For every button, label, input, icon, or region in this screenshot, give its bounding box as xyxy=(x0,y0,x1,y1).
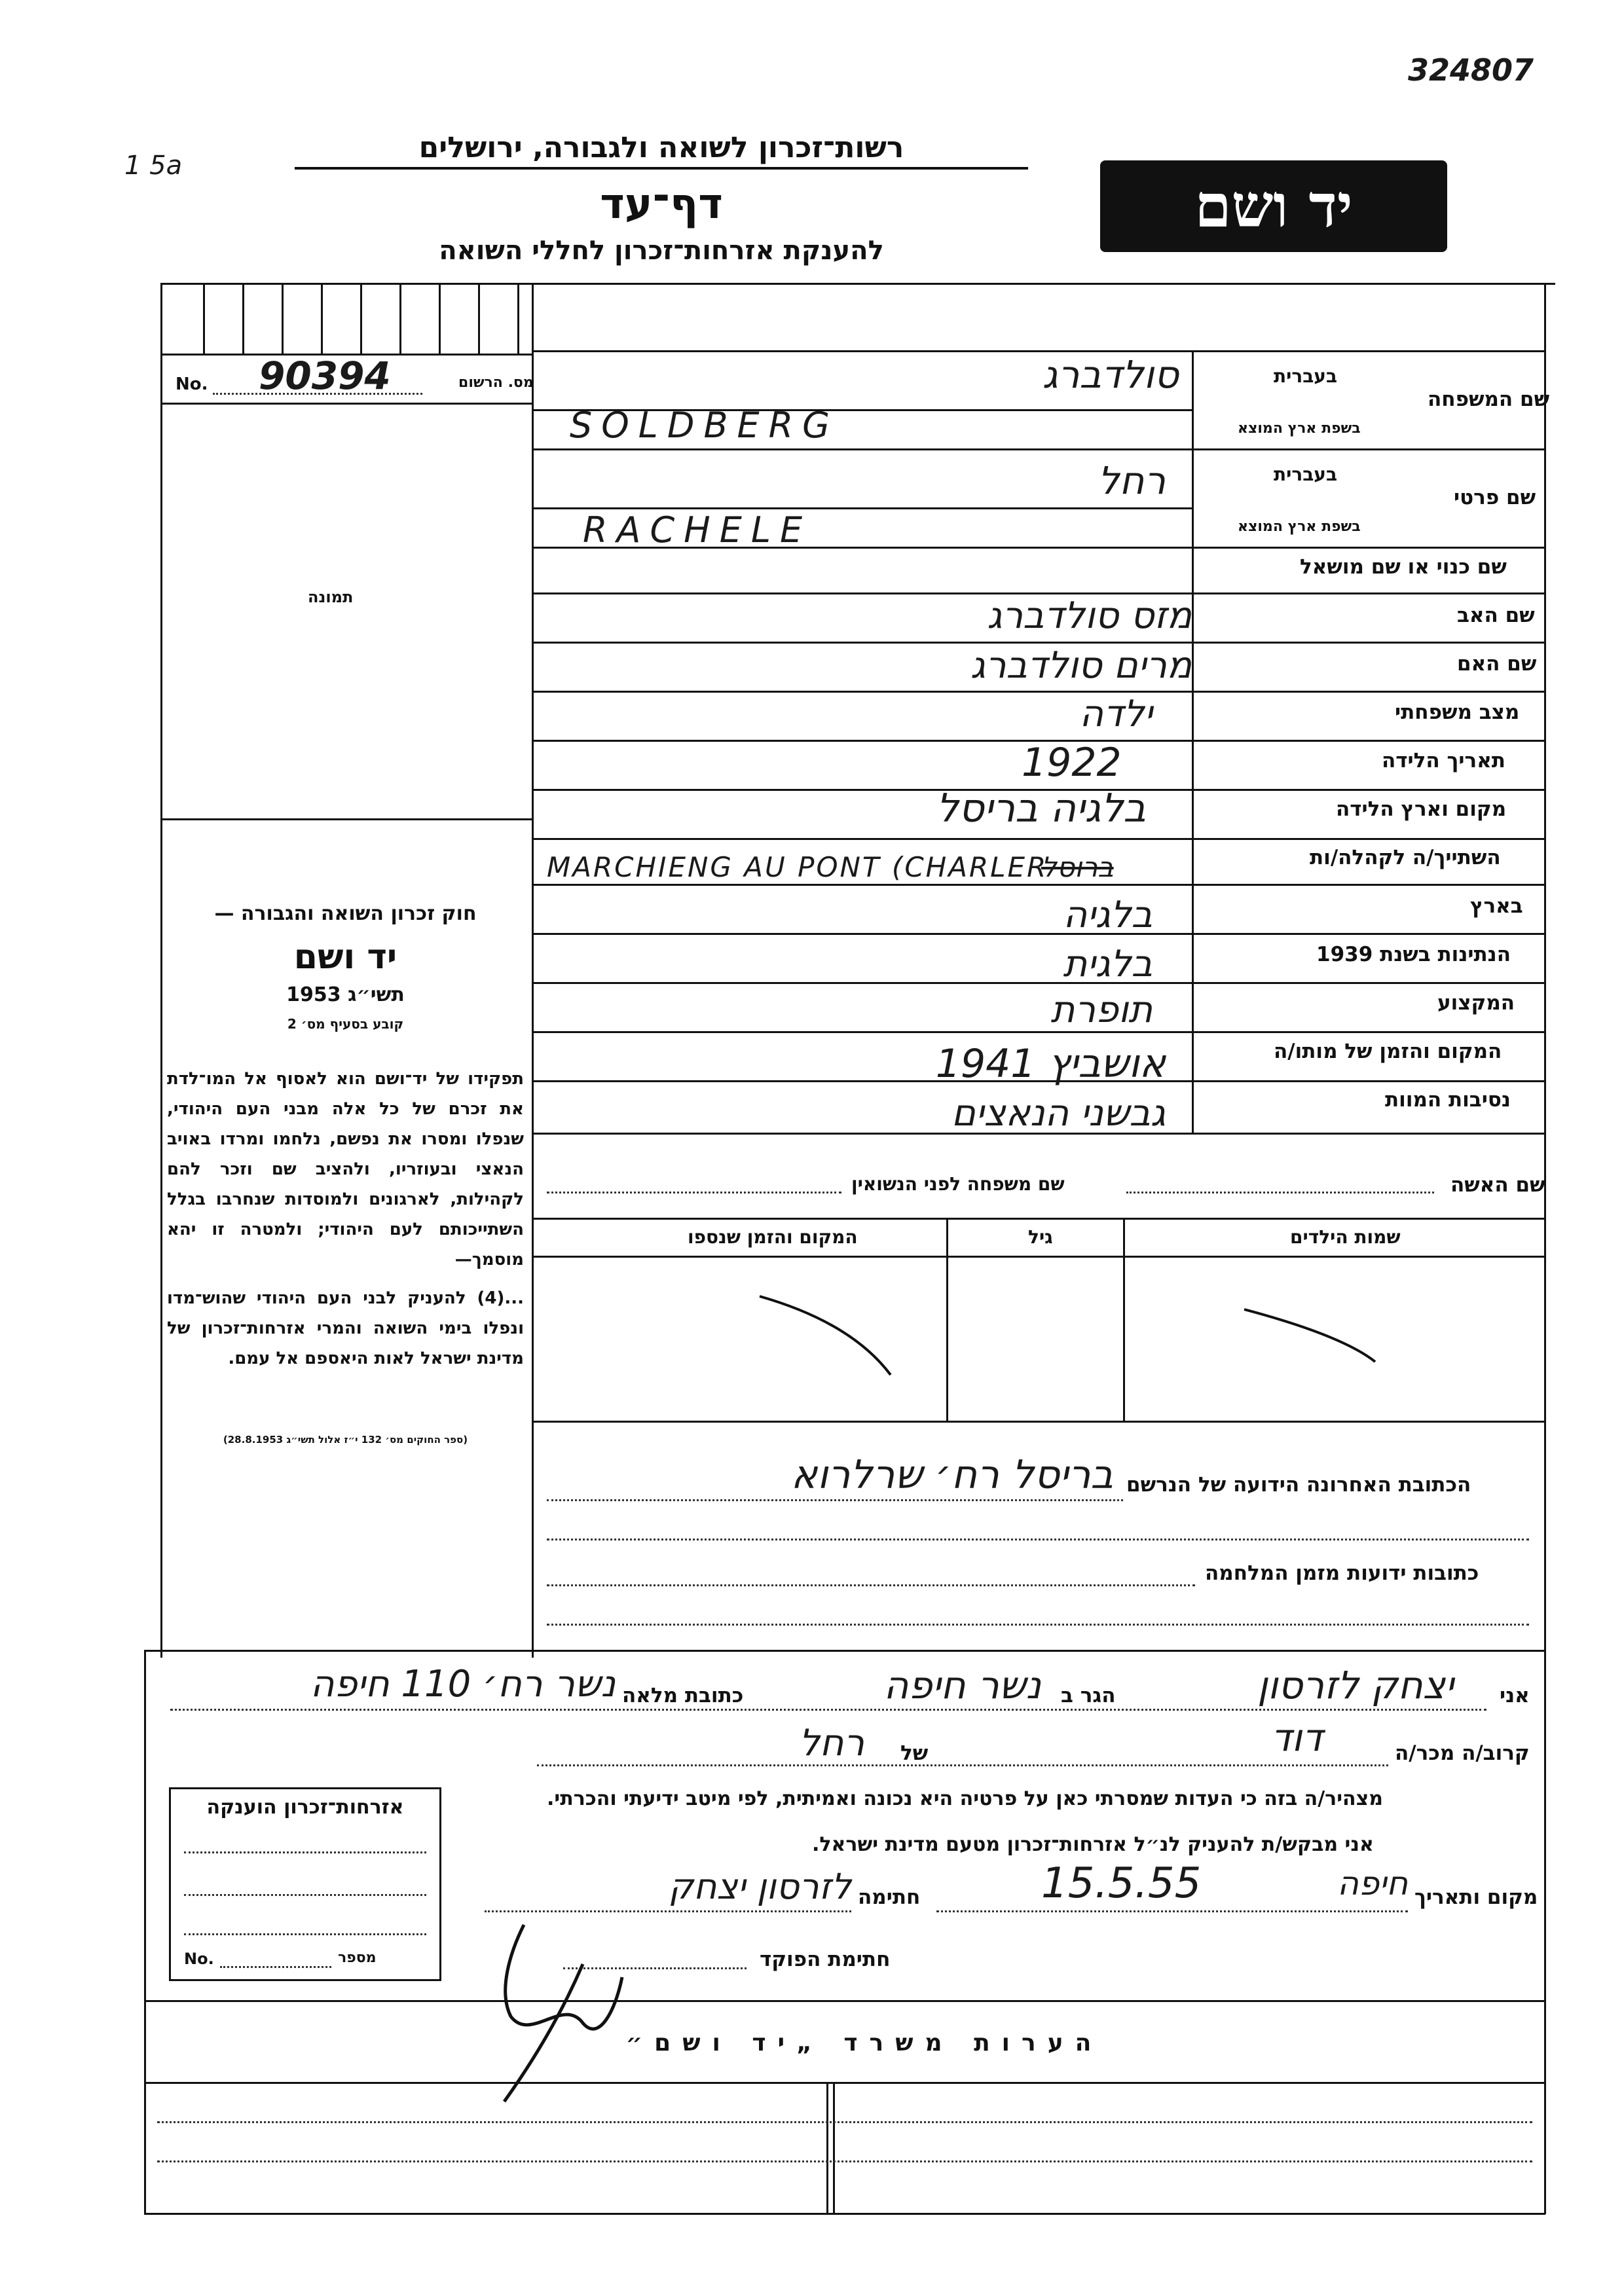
address-section-bottom xyxy=(144,1650,1545,1652)
mother-label: שם האם xyxy=(1457,652,1537,676)
law-paragraph-1: תפקידו של יד־ושם הוא לאסוף אל המו־לדת את זכרם של כל אלה מבני העם היהודי, שנפלו ומסרו את נפשם, נלחמו ומרדו באויב הנאצי ובעוזריו, ולהציב שם וזכר להם לקהילות, לארגונים ולמוסדות שנחרבו בגלל השתייכותם לעם היהודי; ולמטרה זו יהא מוסמך— xyxy=(167,1069,524,1269)
children-empty-stroke-1 xyxy=(760,1296,891,1375)
form-title: דף־עד xyxy=(600,180,723,228)
citizenship-box xyxy=(169,1787,441,1981)
left-col-divider xyxy=(532,283,534,1658)
citizenship-label: הנתינות בשנת 1939 xyxy=(1316,943,1511,966)
wife-row-bottom xyxy=(532,1218,1545,1220)
maiden-name-label: שם משפחה לפני הנשואין xyxy=(851,1173,1065,1195)
archive-code: 324807 xyxy=(1408,52,1534,88)
reg-label: מס. הרשום xyxy=(458,374,534,391)
birthdate-value[interactable]: 1922 xyxy=(1022,740,1122,786)
office-notes-line xyxy=(157,2121,1532,2123)
decl-dots-2 xyxy=(537,1764,1388,1766)
of-label: של xyxy=(900,1741,929,1765)
reg-grid-tick xyxy=(517,283,519,354)
office-notes-line xyxy=(157,2160,1532,2162)
children-col-age: גיל xyxy=(1028,1226,1053,1248)
law-clause: קובע בסעיף מס׳ 2 xyxy=(287,1016,404,1032)
law-name: יד ושם xyxy=(293,938,397,977)
citizenship-box-title: אזרחות־זכרון הוענקה xyxy=(206,1796,404,1819)
family-name-latin[interactable]: SOLDBERG xyxy=(570,405,839,446)
field-row-line xyxy=(532,884,1545,886)
address-dots-4 xyxy=(547,1624,1529,1626)
father-value[interactable]: מזס סולדברג xyxy=(987,594,1192,637)
children-header-bottom xyxy=(532,1256,1545,1258)
signature-value[interactable]: לזרסון יצחק xyxy=(668,1866,851,1907)
reg-grid-tick xyxy=(203,283,205,354)
children-empty-marks xyxy=(720,1283,1506,1388)
family-name-label: שם המשפחה xyxy=(1428,388,1550,411)
country-value[interactable]: בלגיה xyxy=(1063,894,1153,936)
office-notes-header-bottom xyxy=(144,2082,1545,2084)
wife-label: שם האשה xyxy=(1450,1173,1545,1197)
wife-dots-2 xyxy=(547,1192,841,1194)
reg-grid-tick xyxy=(242,283,244,354)
photo-box-bottom xyxy=(160,818,534,820)
reg-grid-tick xyxy=(399,283,401,354)
family-name-hebrew[interactable]: סולדברג xyxy=(1042,352,1179,397)
in-hebrew-label-2: בעברית xyxy=(1274,464,1338,485)
field-row-line xyxy=(532,642,1545,644)
birthplace-label: מקום וארץ הלידה xyxy=(1336,797,1507,821)
nickname-label: שם כנוי או שם מושאל xyxy=(1300,555,1507,579)
law-year: תשי״ג 1953 xyxy=(286,983,405,1006)
mother-value[interactable]: מרים סולדברג xyxy=(970,644,1192,687)
field-row-line xyxy=(532,448,1545,450)
last-address-label: הכתובת האחרונה הידועה של הנרשם xyxy=(1126,1473,1471,1497)
citizenship-box-dots-2 xyxy=(184,1894,426,1896)
frame-bottom xyxy=(144,2213,1545,2215)
citizenship-box-number-label: מספר xyxy=(338,1950,377,1966)
birthplace-value[interactable]: בלגיה בריסל xyxy=(936,786,1146,831)
full-address-value[interactable]: נשר רח׳ 110 חיפה xyxy=(310,1663,616,1705)
officer-signature-label: חתימת הפוקד xyxy=(760,1948,891,1971)
reg-number[interactable]: 90394 xyxy=(259,354,391,398)
profession-label: המקצוע xyxy=(1437,991,1515,1015)
statement-2: אני מבקש/ת להעניק לנ״ל אזרחות־זכרון מטעם מדינת ישראל. xyxy=(812,1833,1374,1856)
relative-label: קרוב/ה מכר/ה xyxy=(1395,1741,1530,1765)
law-paragraph-2: ...(4) להעניק לבני העם היהודי שהוש־מדו ונפלו בימי השואה והמרי אזרחות־זכרון של מדינת ישראל לאות היאספם אל עמם. xyxy=(167,1288,524,1368)
first-name-latin[interactable]: RACHELE xyxy=(583,509,812,551)
form-subtitle: להענקת אזרחות־זכרון לחללי השואה xyxy=(439,236,884,266)
law-citation: (ספר החוקים מס׳ 132 י״ז אלול תשי״ג 28.8.1953) xyxy=(223,1434,468,1446)
reg-grid-tick xyxy=(478,283,480,354)
address-dots-3 xyxy=(547,1584,1195,1586)
birthdate-label: תאריך הלידה xyxy=(1382,749,1505,773)
last-address-value[interactable]: בריסל רח׳ שרלרוא xyxy=(791,1452,1113,1498)
frame-top xyxy=(160,283,1555,285)
country-label: בארץ xyxy=(1470,894,1523,918)
citizenship-value[interactable]: בלגית xyxy=(1063,943,1153,985)
marital-value[interactable]: ילדה xyxy=(1079,693,1153,735)
origin-lang-label-1: בשפת ארץ המוצא xyxy=(1238,420,1361,437)
reg-grid-tick xyxy=(321,283,323,354)
wartime-address-label: כתובות ידועות מזמן המלחמה xyxy=(1205,1561,1479,1585)
logo-text: יד ושם xyxy=(1194,172,1353,241)
father-label: שם האב xyxy=(1457,604,1535,627)
office-notes-divider-a xyxy=(826,2082,828,2213)
origin-lang-label-2: בשפת ארץ המוצא xyxy=(1238,519,1361,535)
place-value[interactable]: חיפה xyxy=(1337,1865,1408,1903)
citizenship-box-dots-4 xyxy=(220,1966,331,1968)
marital-label: מצב משפחתי xyxy=(1395,701,1520,724)
declarant-value[interactable]: יצחק לזרסון xyxy=(1257,1663,1454,1707)
i-label: אני xyxy=(1500,1684,1530,1707)
law-title: חוק זכרון השואה והגבורה — xyxy=(214,902,477,925)
relation-value[interactable]: דוד xyxy=(1270,1715,1323,1760)
circumstances-value[interactable]: גבשני הנאצים xyxy=(951,1092,1166,1135)
full-address-label: כתובת מלאה xyxy=(622,1684,744,1707)
place-date-label: מקום ותאריך xyxy=(1414,1886,1538,1909)
frame-left xyxy=(160,283,162,1658)
wife-dots-1 xyxy=(1126,1192,1434,1194)
children-col-place: המקום והזמן שנספו xyxy=(688,1226,858,1248)
death-label: המקום והזמן של מותו/ה xyxy=(1274,1040,1502,1063)
field-row-line xyxy=(532,838,1545,840)
children-col-names: שמות הילדים xyxy=(1290,1226,1401,1248)
field-row-line xyxy=(532,1031,1545,1033)
first-name-hebrew[interactable]: רחל xyxy=(1098,458,1166,503)
frame-left-lower xyxy=(144,1650,146,2214)
office-notes-title: הערות משרד „יד ושם״ xyxy=(625,2030,1103,2056)
community-struck-value: ברוסל xyxy=(1041,851,1114,883)
authority-name: רשות־זכרון לשואה ולגבורה, ירושלים xyxy=(295,131,1028,170)
address-dots-1 xyxy=(547,1499,1123,1501)
reg-row-bottom xyxy=(160,403,534,405)
profession-value[interactable]: תופרת xyxy=(1050,989,1153,1031)
children-table-bottom xyxy=(532,1421,1545,1423)
reg-grid-tick xyxy=(282,283,284,354)
citizenship-box-dots-1 xyxy=(184,1851,426,1853)
in-hebrew-label-1: בעברית xyxy=(1274,365,1338,387)
resides-value[interactable]: נשר חיפה xyxy=(883,1663,1041,1707)
first-name-label: שם פרטי xyxy=(1454,486,1536,509)
of-value[interactable]: רחל xyxy=(798,1722,864,1764)
circumstances-label: נסיבות המוות xyxy=(1385,1088,1511,1112)
death-value[interactable]: אושביץ 1941 xyxy=(935,1041,1166,1087)
frame-right xyxy=(1544,283,1546,2214)
declaration-bottom xyxy=(144,2000,1545,2002)
citizenship-box-dots-3 xyxy=(184,1933,426,1935)
date-value[interactable]: 15.5.55 xyxy=(1041,1859,1202,1908)
officer-scrawl-stroke-1 xyxy=(506,1925,622,2029)
statement-1: מצהיר/ה בזה כי העדות שמסרתי כאן על פרטיה היא נכונה ואמיתית, לפי מיטב ידיעתי והכרתי. xyxy=(547,1787,1383,1810)
photo-label: תמונה xyxy=(308,588,354,606)
reg-grid-tick xyxy=(360,283,362,354)
community-value[interactable]: MARCHIENG AU PONT (CHARLER xyxy=(547,851,1048,883)
corner-mark: 1 5a xyxy=(124,151,183,181)
resides-label: הגר ב xyxy=(1061,1684,1116,1707)
decl-dots-1 xyxy=(170,1709,1486,1711)
community-label: השתייך/ה לקהלה/ות xyxy=(1310,846,1501,869)
office-notes-divider-b xyxy=(833,2082,835,2213)
yad-vashem-logo xyxy=(1100,160,1447,252)
officer-signature-scrawl xyxy=(485,1912,655,2108)
signature-label: חתימה xyxy=(858,1886,921,1909)
reg-no-label: No. xyxy=(175,374,208,394)
address-dots-2 xyxy=(547,1539,1529,1540)
reg-grid-tick xyxy=(439,283,441,354)
children-empty-stroke-2 xyxy=(1244,1309,1375,1362)
citizenship-box-no-label: No. xyxy=(184,1950,214,1968)
decl-dots-3 xyxy=(936,1910,1408,1912)
